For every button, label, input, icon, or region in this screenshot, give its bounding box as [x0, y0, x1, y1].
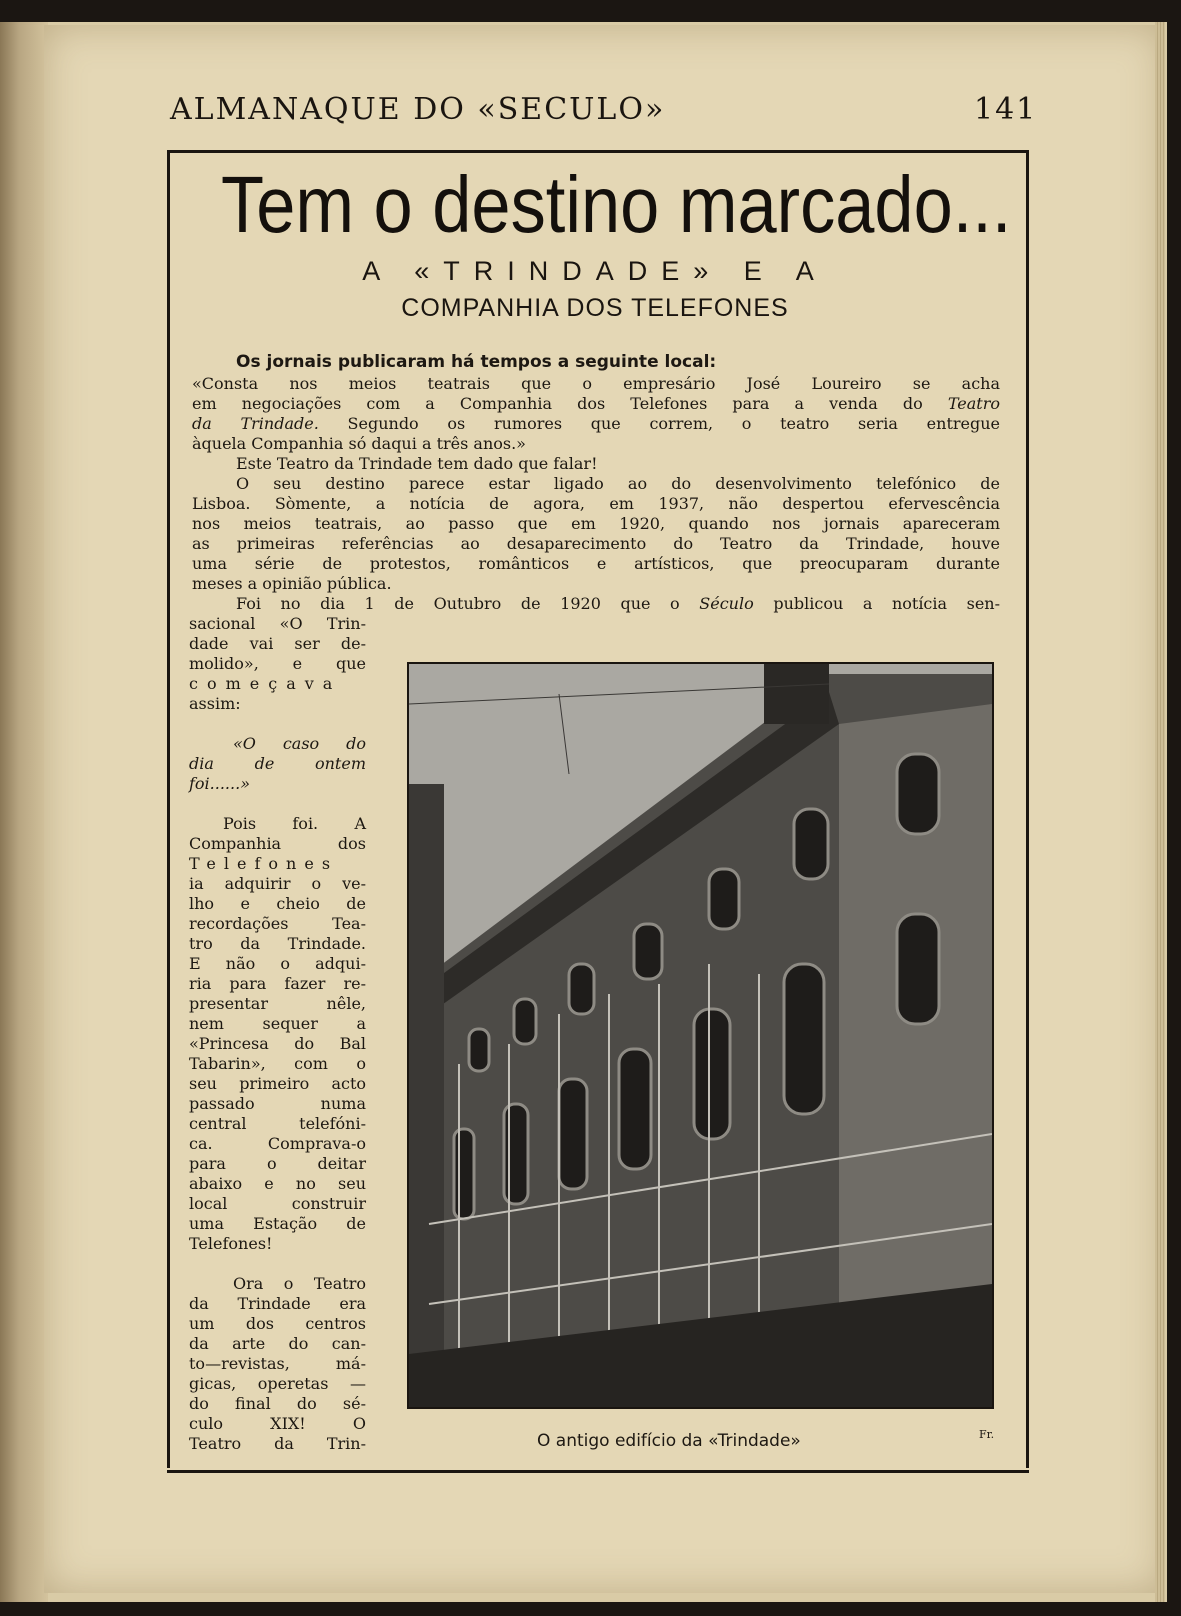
body-line: em negociações com a Companhia dos Telefones para a venda do Teatro — [192, 394, 1000, 413]
column-line: passado numa — [189, 1094, 366, 1113]
column-line: molido», e que — [189, 654, 366, 673]
column-line: uma Estação de — [189, 1214, 366, 1233]
subheadline-1: A «TRINDADE» E A — [362, 256, 828, 286]
column-line: recordações Tea- — [189, 914, 366, 933]
column-line: to—revistas, má- — [189, 1354, 366, 1373]
column-line: do final do sé- — [189, 1394, 366, 1413]
column-line: Ora o Teatro — [233, 1274, 366, 1293]
body-line: Este Teatro da Trindade tem dado que falar! — [236, 454, 598, 473]
column-line: foi......» — [189, 774, 250, 793]
column-line: ia adquirir o ve- — [189, 874, 366, 893]
column-line: dia de ontem — [189, 754, 366, 773]
column-line: Pois foi. A — [223, 814, 366, 833]
page-number: 141 — [974, 92, 1038, 127]
book-spine — [0, 22, 48, 1602]
column-line: «Princesa do Bal — [189, 1034, 366, 1053]
body-line: àquela Companhia só daqui a três anos.» — [192, 434, 526, 453]
column-line: abaixo e no seu — [189, 1174, 366, 1193]
column-line: local construir — [189, 1194, 366, 1213]
column-line: central telefóni- — [189, 1114, 366, 1133]
photo-signature: Fr. — [979, 1428, 995, 1441]
body-line: uma série de protestos, românticos e artísticos, que preocuparam durante — [192, 554, 1000, 573]
column-line: nem sequer a — [189, 1014, 366, 1033]
column-line: «O caso do — [233, 734, 366, 753]
column-line: assim: — [189, 694, 241, 713]
column-line: Teatro da Trin- — [189, 1434, 366, 1453]
running-header: ALMANAQUE DO «SECULO» — [170, 92, 666, 127]
bottom-rule — [167, 1470, 1029, 1473]
page-edges — [1155, 22, 1165, 1602]
column-line: Companhia dos — [189, 834, 366, 853]
column-line: da arte do can- — [189, 1334, 366, 1353]
column-line: Telefones! — [189, 1234, 273, 1253]
column-line: seu primeiro acto — [189, 1074, 366, 1093]
column-line: para o deitar — [189, 1154, 366, 1173]
column-line: um dos centros — [189, 1314, 366, 1333]
column-line: sacional «O Trin- — [189, 614, 366, 633]
column-line: presentar nêle, — [189, 994, 366, 1013]
column-line: culo XIX! O — [189, 1414, 366, 1433]
column-line: gicas, operetas — — [189, 1374, 366, 1393]
body-line: as primeiras referências ao desaparecimento do Teatro da Trindade, houve — [192, 534, 1000, 553]
body-line: nos meios teatrais, ao passo que em 1920, quando nos jornais apareceram — [192, 514, 1000, 533]
column-line: da Trindade era — [189, 1294, 366, 1313]
intro-line: Os jornais publicaram há tempos a seguinte local: — [236, 352, 717, 372]
column-line: começava — [189, 674, 342, 693]
column-line: lho e cheio de — [189, 894, 366, 913]
body-line: da Trindade. Segundo os rumores que correm, o teatro seria entregue — [192, 414, 1001, 433]
body-line: meses a opinião pública. — [192, 574, 392, 593]
body-line: Foi no dia 1 de Outubro de 1920 que o Século publicou a notícia sen- — [236, 594, 1001, 613]
body-line: «Consta nos meios teatrais que o empresário José Loureiro se acha — [192, 374, 1000, 393]
article-headline: Tem o destino marcado... — [221, 160, 1012, 249]
building-photo — [407, 662, 994, 1409]
column-line: tro da Trindade. — [189, 934, 366, 953]
building-illustration — [409, 664, 992, 1407]
column-line: ca. Comprava-o — [189, 1134, 366, 1153]
column-line: dade vai ser de- — [189, 634, 366, 653]
column-line: Tabarin», com o — [189, 1054, 366, 1073]
photo-caption: O antigo edifício da «Trindade» — [537, 1431, 801, 1451]
column-line: Telefones — [189, 854, 339, 873]
subheadline-2: COMPANHIA DOS TELEFONES — [401, 294, 789, 322]
body-line: Lisboa. Sòmente, a notícia de agora, em 1937, não despertou efervescência — [192, 494, 1000, 513]
column-line: E não o adqui- — [189, 954, 366, 973]
body-line: O seu destino parece estar ligado ao do desenvolvimento telefónico de — [236, 474, 1000, 493]
column-line: ria para fazer re- — [189, 974, 366, 993]
